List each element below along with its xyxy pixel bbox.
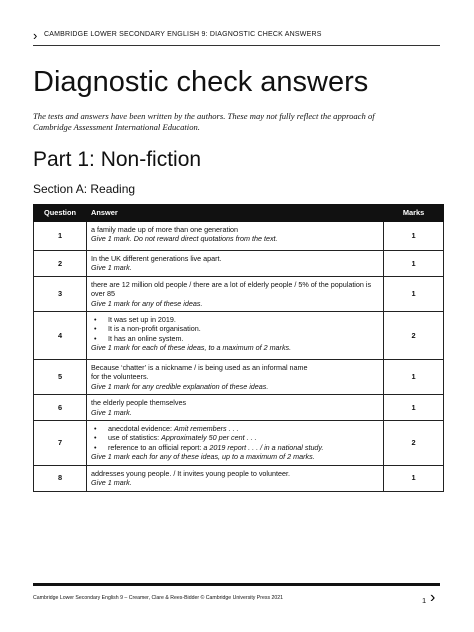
table-row [34,395,444,421]
footer-divider [33,583,440,586]
table-row [34,465,444,491]
marking-guidance: Give 1 mark. [91,407,132,417]
marking-guidance: Give 1 mark. Do not reward direct quotations from the text. [91,234,278,244]
answer-cell [87,222,384,251]
answer-line: for the volunteers. [91,372,149,382]
table-row [34,276,444,311]
marking-guidance: Give 1 mark for any credible explanation of these ideas. [91,381,269,391]
answer-line: Because ‘chatter’ is a nickname / is being used as an informal name [91,363,308,373]
chevron-right-icon: › [33,28,38,43]
marks-column-header: Marks [384,205,444,222]
section-heading: Section A: Reading [33,182,136,196]
marking-guidance: Give 1 mark. [91,478,132,488]
header-divider [33,45,440,46]
answer-bullet: • It has an online system. [91,334,379,343]
page-title: Diagnostic check answers [33,66,369,98]
question-number: 7 [34,421,87,466]
answer-bullet: • It was set up in 2019. [91,315,379,324]
question-number: 3 [34,276,87,311]
marks-value: 2 [384,312,444,360]
answer-bullet-list [91,315,379,343]
footer-credit: Cambridge Lower Secondary English 9 – Creamer, Clare & Rees-Bidder © Cambridge University Press 2021 [33,595,284,601]
answer-line: the elderly people themselves [91,398,187,408]
marking-guidance: Give 1 mark for any of these ideas. [91,298,203,308]
running-header [33,28,440,46]
table-row [34,312,444,360]
question-number: 2 [34,251,87,277]
answer-cell [87,465,384,491]
answer-line: addresses young people. / It invites young people to volunteer. [91,468,290,478]
answer-line: there are 12 million old people / there are a lot of elderly people / 5% of the population is over 85 [91,279,372,299]
next-page-chevron-icon[interactable]: › [430,589,436,606]
answer-bullet: • It is a non-profit organisation. [91,324,379,333]
marks-value: 1 [384,251,444,277]
answers-table-body [34,222,444,492]
bullet-label: reference to an official report: [108,442,204,452]
answer-line: In the UK different generations live apart. [91,254,222,263]
answer-cell [87,421,384,466]
bullet-quote: Approximately 50 per cent . . . [161,433,257,443]
question-number: 5 [34,360,87,395]
bullet-label: use of statistics: [108,433,162,443]
bullet-quote: a 2019 report . . . / in a national study. [203,442,324,452]
question-column-header: Question [34,205,87,222]
marking-guidance: Give 1 mark each for any of these ideas, up to a maximum of 2 marks. [91,452,315,462]
answer-cell [87,251,384,277]
marks-value: 1 [384,395,444,421]
marks-value: 1 [384,222,444,251]
marks-value: 1 [384,360,444,395]
question-number: 8 [34,465,87,491]
marks-value: 1 [384,465,444,491]
marking-guidance: Give 1 mark. [91,263,132,273]
bullet-quote: Amit remembers . . . [173,424,239,434]
answer-cell [87,312,384,360]
bullet-label: anecdotal evidence: [108,424,174,434]
answer-bullet [91,433,379,442]
answer-line: a family made up of more than one generation [91,225,239,234]
disclaimer: The tests and answers have been written by the authors. These may not fully reflect the approach of Cambridge Assessment International Education. [33,111,375,132]
marks-value: 2 [384,421,444,466]
answer-bullet-list [91,424,379,452]
part-heading: Part 1: Non-fiction [33,148,202,171]
page-number: 1 [422,596,427,605]
table-row [34,251,444,277]
table-header-row [34,205,444,222]
answers-table [33,204,444,492]
answer-bullet [91,424,379,433]
answer-cell [87,395,384,421]
marking-guidance: Give 1 mark for each of these ideas, to a maximum of 2 marks. [91,343,292,353]
answer-cell [87,360,384,395]
marks-value: 1 [384,276,444,311]
table-row [34,222,444,251]
table-row [34,360,444,395]
question-number: 4 [34,312,87,360]
table-row [34,421,444,466]
running-header-title: CAMBRIDGE LOWER SECONDARY ENGLISH 9: DIAGNOSTIC CHECK ANSWERS [44,31,322,38]
answer-column-header: Answer [87,205,384,222]
answer-cell [87,276,384,311]
answer-bullet [91,443,379,452]
question-number: 6 [34,395,87,421]
question-number: 1 [34,222,87,251]
